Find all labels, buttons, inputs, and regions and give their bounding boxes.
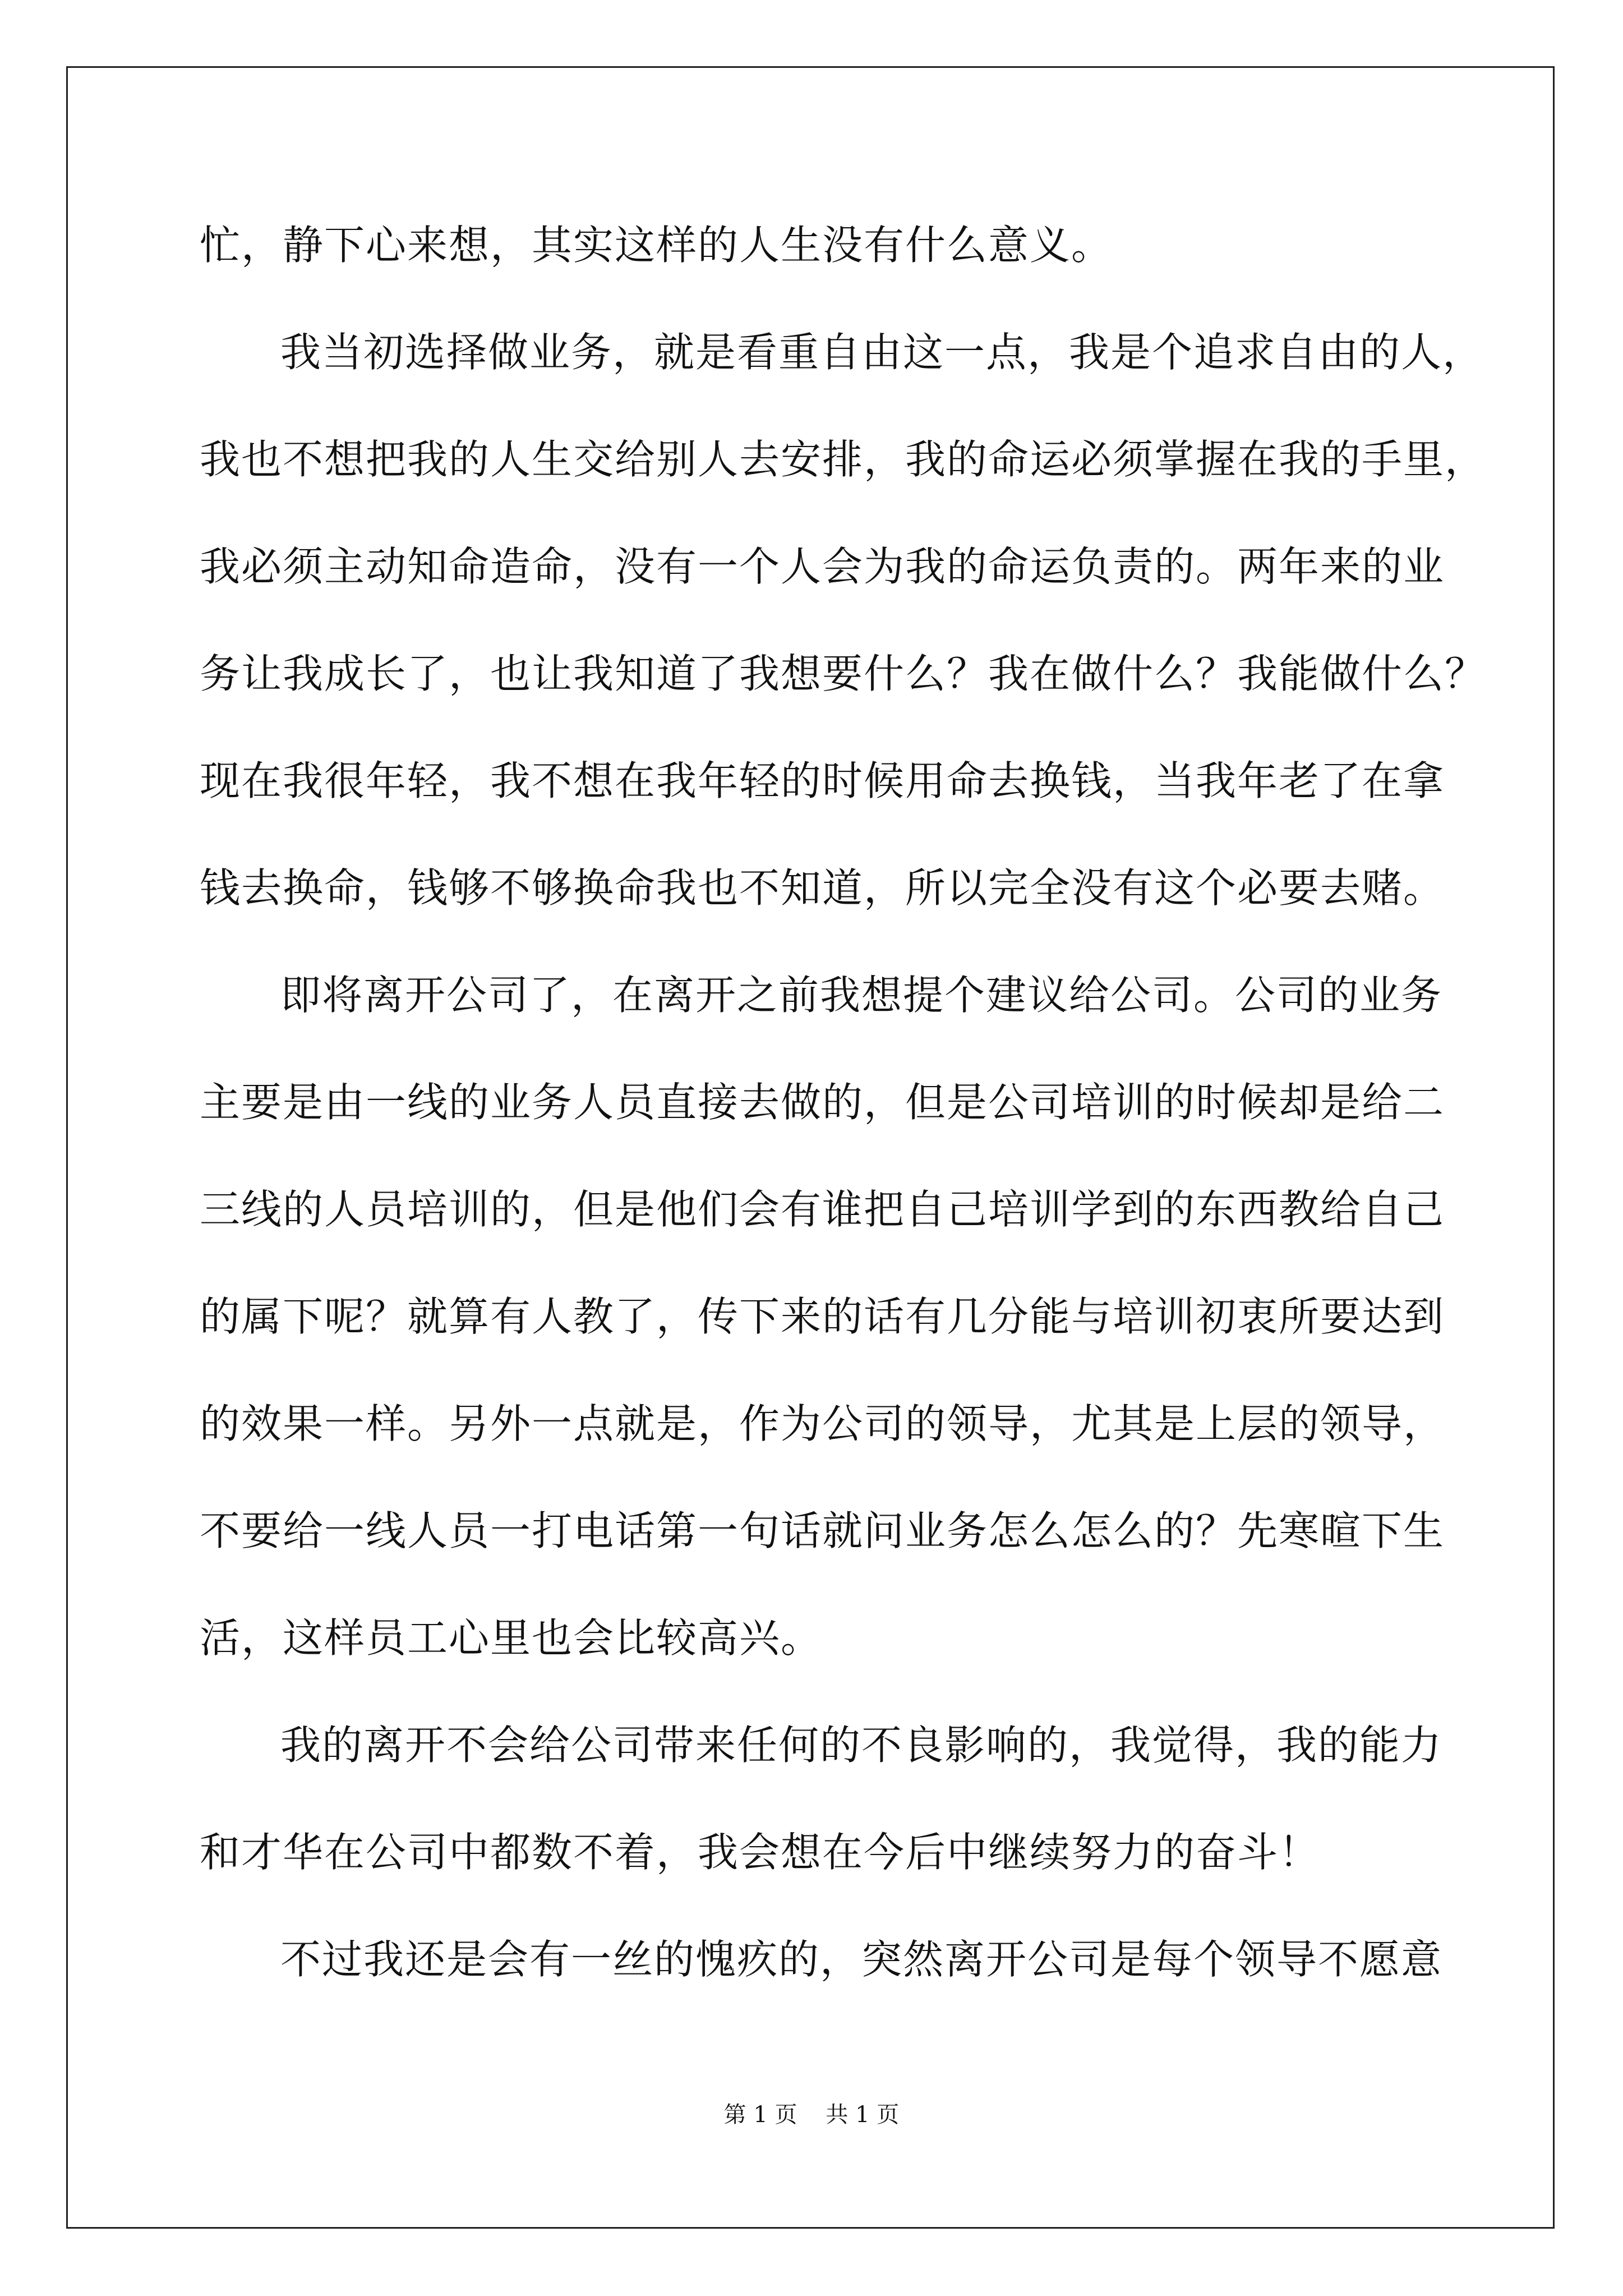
- text-line-9: 主要是由一线的业务人员直接去做的，但是公司培训的时候却是给二: [200, 1079, 1445, 1126]
- text-line-16: 和才华在公司中都数不着，我会想在今后中继续努力的奋斗！: [200, 1829, 1321, 1876]
- text-line-10: 三线的人员培训的，但是他们会有谁把自己培训学到的东西教给自己: [200, 1186, 1445, 1233]
- document-body: [200, 192, 1487, 2013]
- text-line-3: 我也不想把我的人生交给别人去安排，我的命运必须掌握在我的手里，: [200, 436, 1487, 483]
- text-line-15: 我的离开不会给公司带来任何的不良影响的，我觉得，我的能力: [280, 1722, 1443, 1769]
- page-total: 共 1 页: [826, 2102, 900, 2128]
- text-line-5: 务让我成长了，也让我知道了我想要什么？我在做什么？我能做什么？: [200, 650, 1487, 697]
- text-line-17: 不过我还是会有一丝的愧疚的，突然离开公司是每个领导不愿意: [280, 1936, 1443, 1983]
- text-line-12: 的效果一样。另外一点就是，作为公司的领导，尤其是上层的领导，: [200, 1400, 1445, 1447]
- text-line-14: 活，这样员工心里也会比较高兴。: [200, 1614, 823, 1662]
- text-line-4: 我必须主动知命造命，没有一个人会为我的命运负责的。两年来的业: [200, 543, 1445, 590]
- text-line-8: 即将离开公司了，在离开之前我想提个建议给公司。公司的业务: [280, 972, 1443, 1019]
- text-line-7: 钱去换命，钱够不够换命我也不知道，所以完全没有这个必要去赌。: [200, 864, 1445, 912]
- text-line-2: 我当初选择做业务，就是看重自由这一点，我是个追求自由的人，: [280, 329, 1484, 376]
- page-footer: [0, 2097, 1623, 2129]
- page-number: 第 1 页: [723, 2102, 797, 2128]
- text-line-1: 忙，静下心来想，其实这样的人生没有什么意义。: [200, 222, 1113, 269]
- text-line-11: 的属下呢？就算有人教了，传下来的话有几分能与培训初衷所要达到: [200, 1293, 1445, 1340]
- text-line-13: 不要给一线人员一打电话第一句话就问业务怎么怎么的？先寒暄下生: [200, 1507, 1445, 1554]
- text-line-6: 现在我很年轻，我不想在我年轻的时候用命去换钱，当我年老了在拿: [200, 757, 1445, 804]
